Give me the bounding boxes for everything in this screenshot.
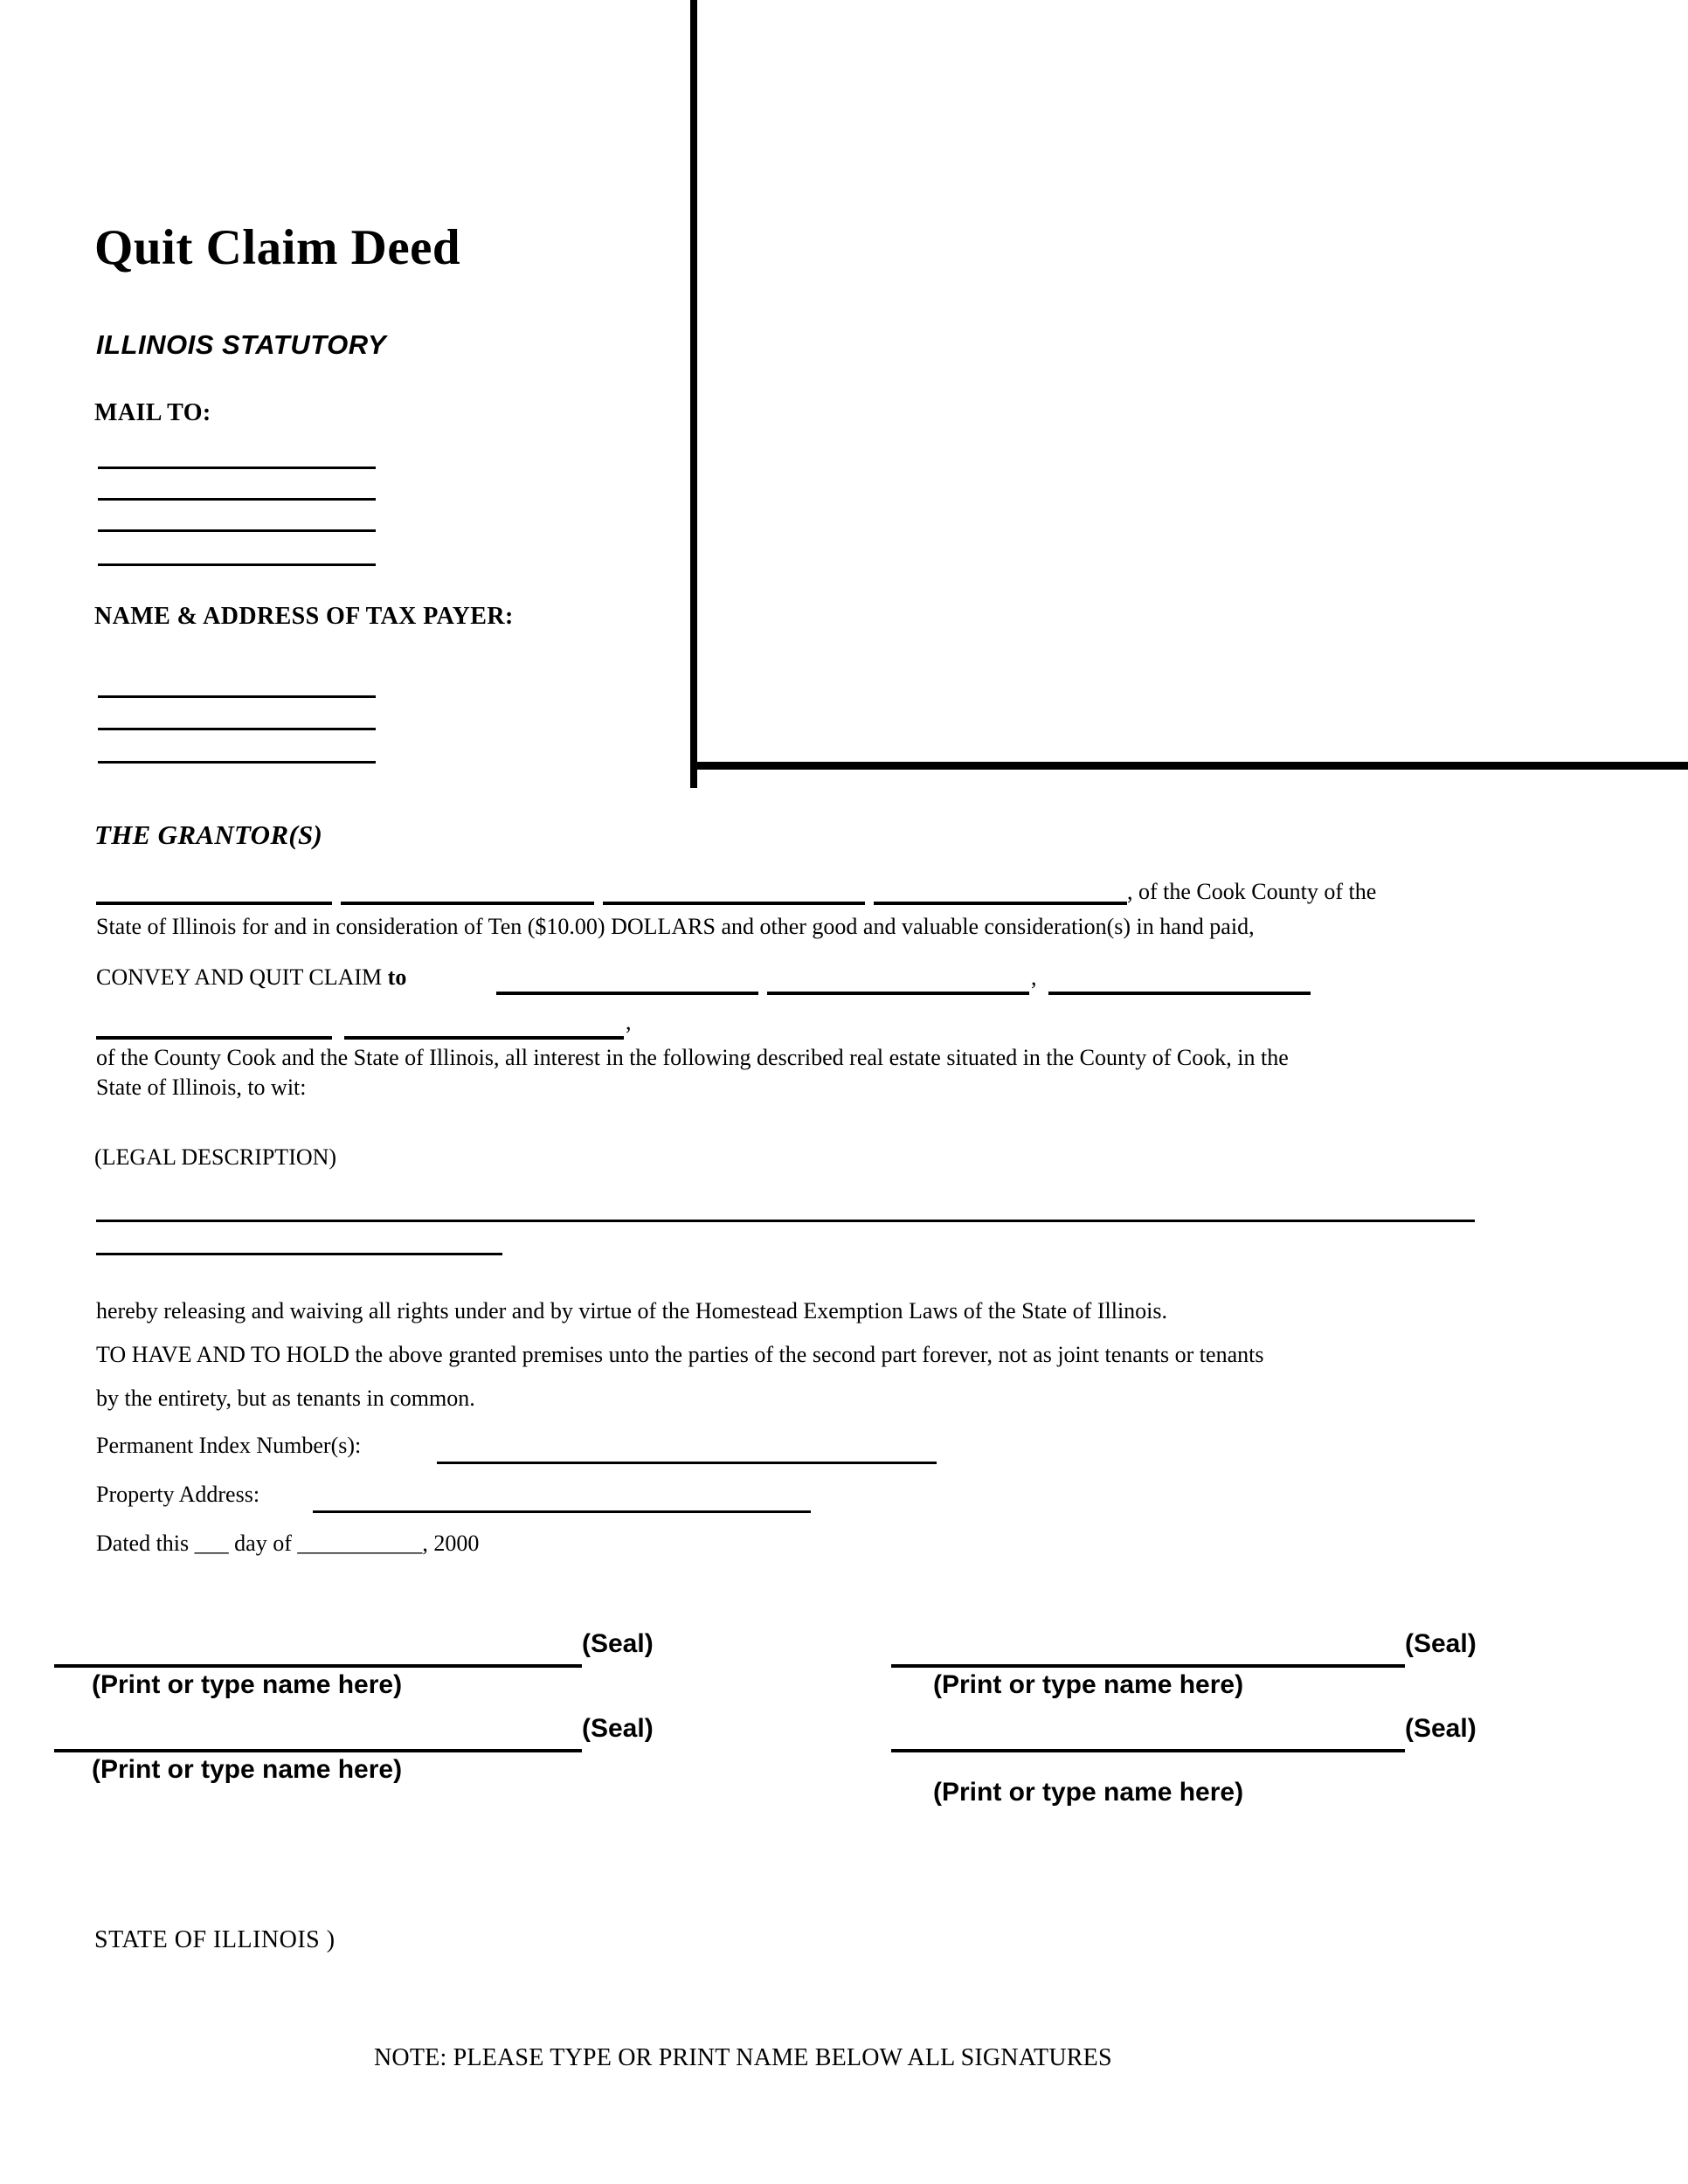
print-name-label: (Print or type name here) (92, 1670, 403, 1699)
dated-day-blank[interactable]: ___ (194, 1531, 229, 1556)
grantor-heading: THE GRANTOR(S) (94, 819, 323, 850)
signature-line[interactable] (891, 1749, 1405, 1752)
have-and-hold-clause-line1: TO HAVE AND TO HOLD the above granted premises unto the parties of the second part forever, not as joint tenants or tenants (96, 1342, 1264, 1367)
grantor-name-blank[interactable] (874, 902, 1127, 905)
dated-line (96, 1531, 479, 1558)
convey-comma: , (1031, 964, 1037, 990)
footer-note: NOTE: PLEASE TYPE OR PRINT NAME BELOW ALL SIGNATURES (374, 2044, 1112, 2071)
signature-line[interactable] (54, 1749, 582, 1752)
grantee-line-comma: , (626, 1009, 632, 1034)
mail-to-blank-line[interactable] (98, 467, 376, 469)
tax-payer-heading: NAME & ADDRESS OF TAX PAYER: (94, 603, 514, 630)
convey-label-to: to (387, 964, 407, 990)
tax-payer-blank-line[interactable] (98, 728, 376, 730)
grantor-consideration-line: State of Illinois for and in consideration of Ten ($10.00) DOLLARS and other good and valuable consideration(s) in hand paid, (96, 914, 1255, 939)
page-title: Quit Claim Deed (94, 220, 461, 275)
mail-to-blank-line[interactable] (98, 563, 376, 566)
property-address-label: Property Address: (96, 1482, 260, 1507)
permanent-index-number-label: Permanent Index Number(s): (96, 1433, 362, 1458)
seal-label: (Seal) (1405, 1629, 1477, 1658)
signature-line[interactable] (891, 1664, 1405, 1668)
dated-prefix: Dated this (96, 1531, 195, 1556)
grantor-name-blank[interactable] (341, 902, 594, 905)
property-address-blank[interactable] (313, 1510, 811, 1513)
print-name-label: (Print or type name here) (933, 1670, 1244, 1699)
mail-to-blank-line[interactable] (98, 498, 376, 501)
mail-to-heading: MAIL TO: (94, 399, 211, 426)
recorder-box-horizontal-rule (690, 762, 1688, 770)
mail-to-blank-line[interactable] (98, 529, 376, 532)
grantee-name-blank[interactable] (767, 992, 1029, 995)
county-clause-line2: State of Illinois, to wit: (96, 1075, 307, 1100)
convey-label (96, 964, 406, 992)
grantee-name-blank[interactable] (1048, 992, 1311, 995)
dated-year-suffix: , 2000 (422, 1531, 480, 1556)
legal-description-blank-line[interactable] (96, 1220, 1475, 1222)
state-of-illinois-line: STATE OF ILLINOIS ) (94, 1926, 336, 1953)
permanent-index-number-blank[interactable] (437, 1462, 937, 1464)
homestead-clause: hereby releasing and waiving all rights under and by virtue of the Homestead Exemption Laws of the State of Illinois. (96, 1298, 1168, 1324)
dated-middle: day of (228, 1531, 298, 1556)
recorder-box-vertical-rule (690, 0, 697, 788)
document-subtitle: ILLINOIS STATUTORY (96, 329, 387, 360)
tax-payer-blank-line[interactable] (98, 761, 376, 764)
print-name-label: (Print or type name here) (933, 1778, 1244, 1807)
convey-label-text: CONVEY AND QUIT CLAIM (96, 964, 388, 990)
dated-month-blank[interactable]: ___________ (297, 1531, 423, 1556)
seal-label: (Seal) (1405, 1714, 1477, 1743)
grantor-name-blank[interactable] (603, 902, 865, 905)
county-clause-line1: of the County Cook and the State of Illinois, all interest in the following described real estate situated in the County of Cook, in the (96, 1045, 1289, 1070)
tax-payer-blank-line[interactable] (98, 695, 376, 698)
grantor-line1-suffix: , of the Cook County of the (1127, 879, 1377, 904)
grantee-name-blank[interactable] (344, 1036, 624, 1040)
recorder-use-area (697, 0, 1688, 762)
legal-description-label: (LEGAL DESCRIPTION) (94, 1144, 337, 1170)
grantor-name-blank[interactable] (96, 902, 332, 905)
have-and-hold-clause-line2: by the entirety, but as tenants in common. (96, 1386, 475, 1411)
seal-label: (Seal) (582, 1629, 654, 1658)
print-name-label: (Print or type name here) (92, 1755, 403, 1784)
grantee-name-blank[interactable] (96, 1036, 332, 1040)
seal-label: (Seal) (582, 1714, 654, 1743)
legal-description-blank-line[interactable] (96, 1253, 502, 1255)
signature-line[interactable] (54, 1664, 582, 1668)
grantee-name-blank[interactable] (496, 992, 758, 995)
